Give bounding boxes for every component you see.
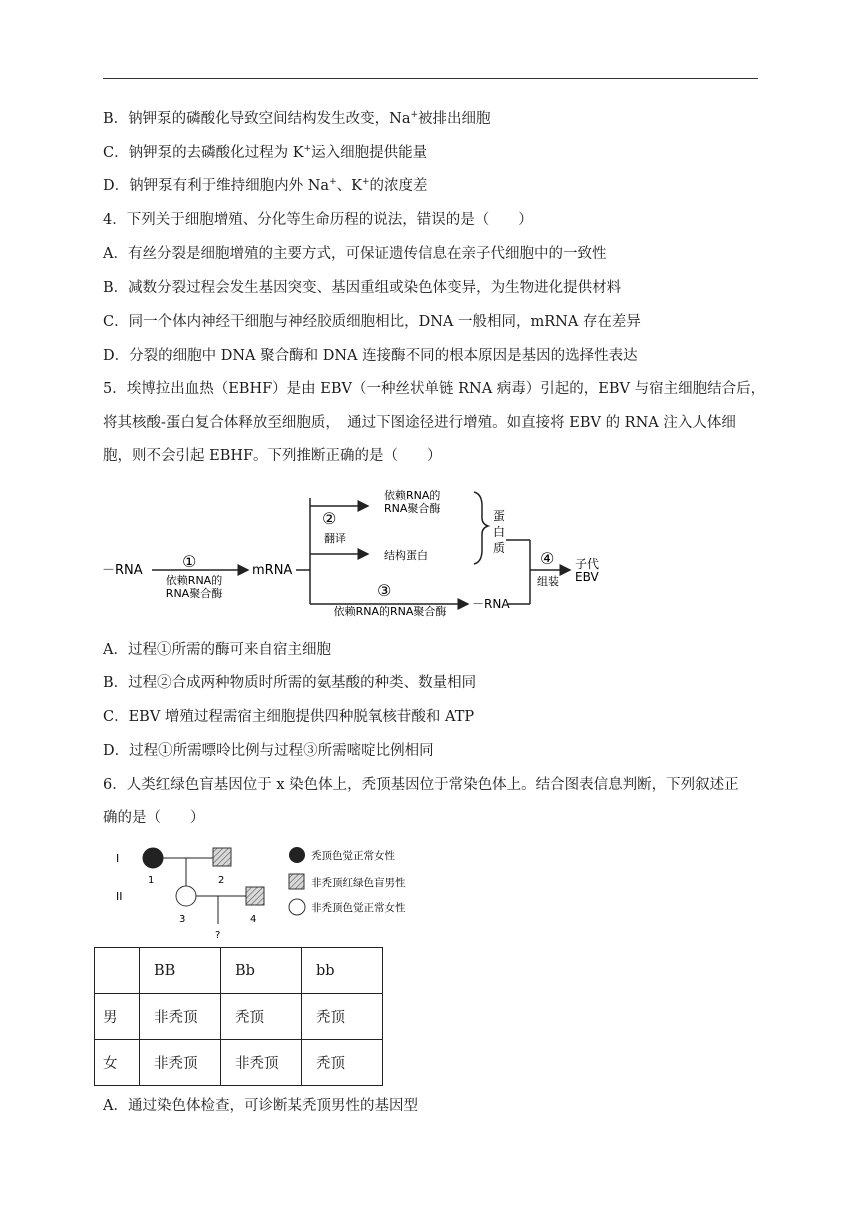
step-1-label-line-1: 依赖RNA的 <box>165 574 223 587</box>
q5-option-b: B．过程②合成两种物质时所需的氨基酸的种类、数量相同 <box>103 675 477 691</box>
legend-2-symbol <box>289 874 304 889</box>
protein-brace <box>474 492 488 564</box>
step-1-marker: ① <box>182 552 197 571</box>
product-polymerase-line-2: RNA聚合酶 <box>384 502 441 515</box>
q4-option-a: A．有丝分裂是细胞增殖的主要方式，可保证遗传信息在亲子代细胞中的一致性 <box>103 246 607 262</box>
table-cell: 非秃顶 <box>140 994 221 1040</box>
step-4-label: 组装 <box>537 575 559 588</box>
q3-option-c: C．钠钾泵的去磷酸化过程为 K+运入细胞提供能量 <box>103 144 428 161</box>
table-cell: 女 <box>95 1040 140 1086</box>
q3-option-d: D．钠钾泵有利于维持细胞内外 Na+、K+的浓度差 <box>103 177 428 194</box>
q5-option-c: C．EBV 增殖过程需宿主细胞提供四种脱氧核苷酸和 ATP <box>103 709 475 725</box>
legend-2-label: 非秃顶红绿色盲男性 <box>311 877 406 889</box>
q3-option-b: B．钠钾泵的磷酸化导致空间结构发生改变，Na+被排出细胞 <box>103 110 491 127</box>
table-header-cell: BB <box>140 948 221 994</box>
individual-2-symbol <box>213 848 231 866</box>
child-question-mark: ? <box>215 930 221 941</box>
protein-char-2: 白 <box>493 525 506 539</box>
negative-rna-label: －RNA <box>102 563 143 578</box>
step-3-marker: ③ <box>377 581 392 600</box>
legend-1-symbol <box>289 847 305 863</box>
pedigree-chart <box>108 838 428 946</box>
ebv-replication-diagram <box>100 484 620 620</box>
q4-option-d: D．分裂的细胞中 DNA 聚合酶和 DNA 连接酶不同的根本原因是基因的选择性表达 <box>103 348 638 364</box>
table-header-cell: bb <box>302 948 383 994</box>
product-structural-protein: 结构蛋白 <box>384 549 428 562</box>
q5-stem-line-1: 5．埃博拉出血热（EBHF）是由 EBV（一种丝状单链 RNA 病毒）引起的，EBV 与宿主细胞结合后， <box>103 381 766 397</box>
generation-1-label: I <box>116 852 120 865</box>
q6-stem-line-1: 6．人类红绿色盲基因位于 x 染色体上，秃顶基因位于常染色体上。结合图表信息判断，下列叙述正 <box>103 777 739 793</box>
legend-3-label: 非秃顶色觉正常女性 <box>311 902 406 914</box>
table-cell: 非秃顶 <box>140 1040 221 1086</box>
q4-option-b: B．减数分裂过程会发生基因突变、基因重组或染色体变异，为生物进化提供材料 <box>103 280 622 296</box>
offspring-line-1: 子代 <box>575 557 600 571</box>
individual-4-number: 4 <box>250 914 257 925</box>
product-polymerase-line-1: 依赖RNA的 <box>384 489 441 502</box>
table-cell: 秃顶 <box>221 994 302 1040</box>
table-header-cell <box>95 948 140 994</box>
legend-1-label: 秃顶色觉正常女性 <box>311 850 395 862</box>
table-cell: 秃顶 <box>302 1040 383 1086</box>
step-2-marker: ② <box>322 509 337 528</box>
offspring-line-2: EBV <box>575 570 599 584</box>
mrna-label: mRNA <box>252 563 293 578</box>
individual-3-number: 3 <box>179 914 186 925</box>
table-row <box>95 1040 383 1086</box>
q5-stem-line-2: 将其核酸-蛋白复合体释放至细胞质， 通过下图途径进行增殖。如直接将 EBV 的 RNA 注入人体细 <box>103 415 736 431</box>
individual-1-symbol <box>143 848 163 868</box>
table-row <box>95 994 383 1040</box>
table-cell: 男 <box>95 994 140 1040</box>
protein-char-1: 蛋 <box>493 509 506 523</box>
table-header-cell: Bb <box>221 948 302 994</box>
individual-2-number: 2 <box>218 875 225 886</box>
negative-rna-product: －RNA <box>472 597 510 611</box>
table-cell: 非秃顶 <box>221 1040 302 1086</box>
q6-option-a: A．通过染色体检查，可诊断某秃顶男性的基因型 <box>103 1098 418 1114</box>
protein-char-3: 质 <box>493 541 506 555</box>
individual-1-number: 1 <box>148 875 155 886</box>
table-cell: 秃顶 <box>302 994 383 1040</box>
step-1-label-line-2: RNA聚合酶 <box>165 587 223 600</box>
legend-3-symbol <box>289 899 305 915</box>
individual-4-symbol <box>246 887 264 905</box>
step-2-label: 翻译 <box>324 532 346 545</box>
step-3-label: 依赖RNA的RNA聚合酶 <box>333 605 447 618</box>
q5-option-d: D．过程①所需嘌呤比例与过程③所需嘧啶比例相同 <box>103 743 434 759</box>
individual-3-symbol <box>176 886 196 906</box>
genotype-table <box>94 947 383 1086</box>
q5-option-a: A．过程①所需的酶可来自宿主细胞 <box>103 642 331 658</box>
table-header-row <box>95 948 383 994</box>
q6-stem-line-2: 确的是（ ） <box>103 810 205 826</box>
q5-stem-line-3: 胞，则不会引起 EBHF。下列推断正确的是（ ） <box>103 448 442 464</box>
header-rule <box>103 78 758 79</box>
step-4-marker: ④ <box>540 549 555 568</box>
q4-option-c: C．同一个体内神经干细胞与神经胶质细胞相比，DNA 一般相同，mRNA 存在差异 <box>103 314 641 330</box>
q4-stem: 4．下列关于细胞增殖、分化等生命历程的说法，错误的是（ ） <box>103 212 533 228</box>
generation-2-label: II <box>116 890 123 903</box>
